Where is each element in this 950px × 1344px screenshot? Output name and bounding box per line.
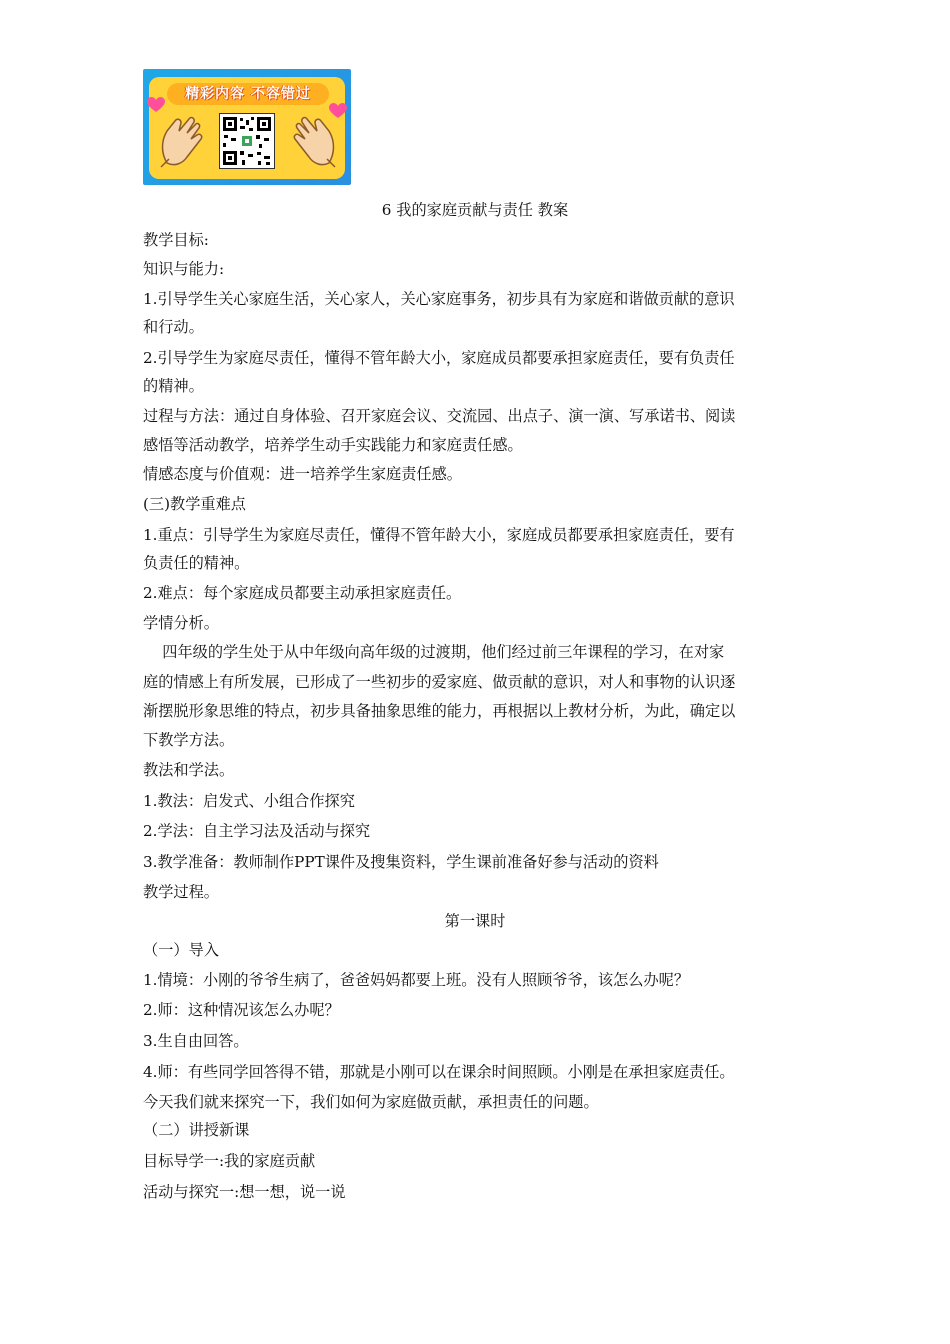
heart-icon	[147, 97, 165, 113]
qr-code-icon	[219, 113, 275, 169]
text-line: 负责任的精神。	[143, 554, 250, 572]
text-line: 3.生自由回答。	[143, 1032, 249, 1050]
text-line: 学情分析。	[143, 614, 219, 632]
text-line: 庭的情感上有所发展，已形成了一些初步的爱家庭、做贡献的意识，对人和事物的认识逐	[143, 673, 736, 691]
lesson-title: 第一课时	[444, 912, 506, 930]
text-line: (三)教学重难点	[143, 495, 246, 513]
text-line: 2.引导学生为家庭尽责任，懂得不管年龄大小，家庭成员都要承担家庭责任，要有负责任	[143, 349, 735, 367]
text-line: 感悟等活动教学，培养学生动手实践能力和家庭责任感。	[143, 436, 523, 454]
text-line: 今天我们就来探究一下，我们如何为家庭做贡献，承担责任的问题。	[143, 1093, 599, 1111]
text-line: 知识与能力:	[143, 260, 225, 278]
document-title: 6 我的家庭贡献与责任 教案	[381, 201, 569, 219]
text-line: 过程与方法：通过自身体验、召开家庭会议、交流园、出点子、演一演、写承诺书、阅读	[143, 407, 736, 425]
text-line: 目标导学一:我的家庭贡献	[143, 1152, 316, 1170]
text-line: 3.教学准备：教师制作PPT课件及搜集资料，学生课前准备好参与活动的资料	[143, 853, 659, 871]
text-line: 2.学法：自主学习法及活动与探究	[143, 822, 371, 840]
text-line: 2.难点：每个家庭成员都要主动承担家庭责任。	[143, 584, 462, 602]
text-line: 和行动。	[143, 318, 204, 336]
text-line: 教学目标:	[143, 231, 209, 249]
heart-icon	[329, 103, 347, 119]
text-line: 1.引导学生关心家庭生活，关心家人，关心家庭事务，初步具有为家庭和谐做贡献的意识	[143, 290, 735, 308]
clapping-hands-icon	[157, 113, 209, 171]
banner-slogan: 精彩内容 不容错过	[185, 86, 311, 102]
text-line: 1.重点：引导学生为家庭尽责任，懂得不管年龄大小，家庭成员都要承担家庭责任，要有	[143, 526, 735, 544]
text-line: 下教学方法。	[143, 731, 235, 749]
text-line: 四年级的学生处于从中年级向高年级的过渡期，他们经过前三年课程的学习，在对家	[143, 643, 725, 661]
text-line: （二）讲授新课	[143, 1121, 250, 1139]
text-line: 1.教法：启发式、小组合作探究	[143, 792, 355, 810]
promo-banner	[143, 69, 351, 185]
text-line: 4.师：有些同学回答得不错，那就是小刚可以在课余时间照顾。小刚是在承担家庭责任。	[143, 1063, 735, 1081]
clapping-hands-icon	[287, 113, 339, 171]
text-line: 渐摆脱形象思维的特点，初步具备抽象思维的能力，再根据以上教材分析，为此，确定以	[143, 702, 736, 720]
text-line: 活动与探究一:想一想，说一说	[143, 1183, 346, 1201]
text-line: （一）导入	[143, 941, 219, 959]
text-line: 情感态度与价值观：进一培养学生家庭责任感。	[143, 465, 462, 483]
text-line: 的精神。	[143, 377, 204, 395]
text-line: 2.师：这种情况该怎么办呢？	[143, 1001, 340, 1019]
text-line: 教法和学法。	[143, 761, 235, 779]
text-line: 教学过程。	[143, 883, 219, 901]
text-line: 1.情境：小刚的爷爷生病了，爸爸妈妈都要上班。没有人照顾爷爷，该怎么办呢？	[143, 971, 690, 989]
